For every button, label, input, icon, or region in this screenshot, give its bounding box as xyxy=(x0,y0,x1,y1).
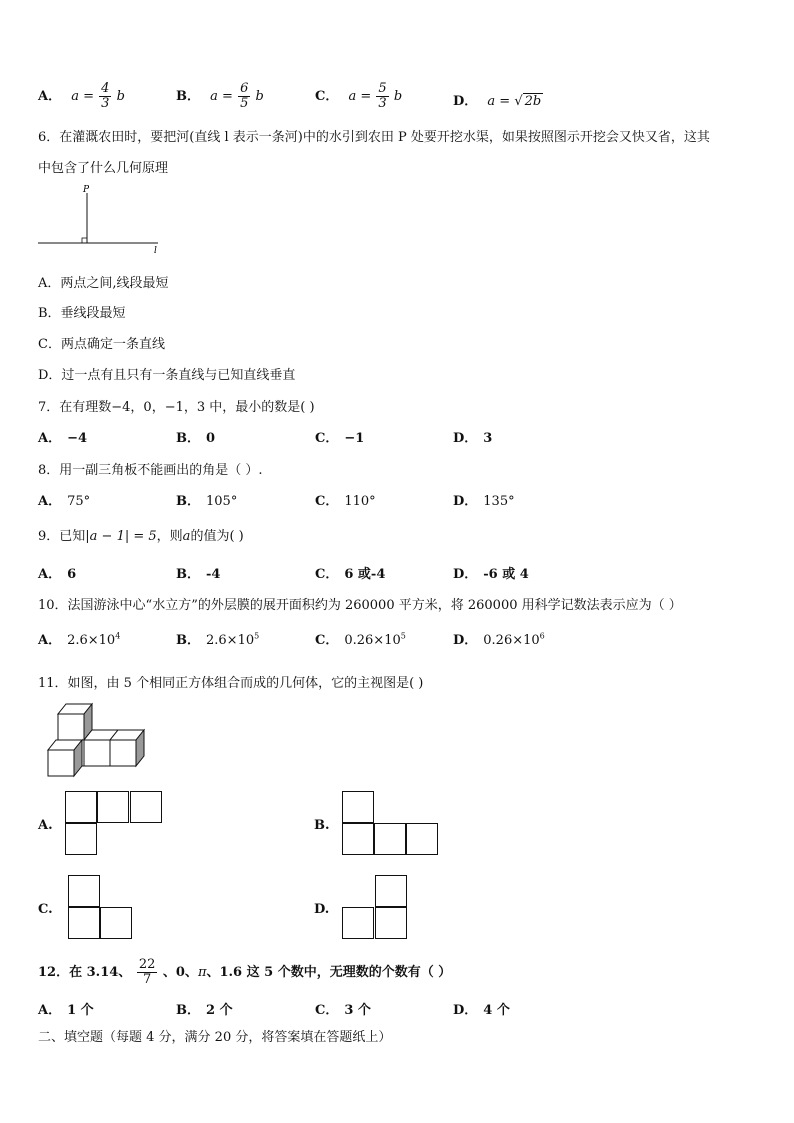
grid-square xyxy=(97,791,129,823)
option-label: A． xyxy=(38,89,62,104)
q10-option-a: A． $2.6\times 10^4$ xyxy=(38,631,121,648)
fraction-22-7: $\frac{22}{7}$ xyxy=(138,957,156,987)
q12-option-d: D． 4 个 xyxy=(453,1003,510,1018)
q12-stem: 12．在 3.14、 $\frac{22}{7}$ 、0、π、1.6 这 5 个数中，无理数的个数有（ ） xyxy=(38,957,452,987)
grid-square xyxy=(130,791,162,823)
expr-lhs: a = xyxy=(487,94,511,109)
q8-option-a: A． 75° xyxy=(38,494,91,509)
q6-figure xyxy=(36,184,166,254)
grid-square xyxy=(100,907,132,939)
q7-stem: 7．在有理数−4，0，−1，3 中，最小的数是( ) xyxy=(38,400,315,415)
q11-stem: 11．如图，由 5 个相同正方体组合而成的几何体，它的主视图是( ) xyxy=(38,676,424,691)
q7-option-d: D． 3 xyxy=(453,431,493,446)
q11-3d-cubes-figure xyxy=(44,702,154,780)
q5-option-b xyxy=(176,82,264,111)
grid-square xyxy=(65,791,97,823)
grid-square xyxy=(342,791,374,823)
expr-var: b xyxy=(255,89,264,104)
q11-option-b-label: B. xyxy=(314,818,330,833)
section-2-heading: 二、填空题（每题 4 分，满分 20 分，将答案填在答题纸上） xyxy=(38,1030,392,1045)
expr-lhs: a = xyxy=(348,89,372,104)
q9-option-a: A． 6 xyxy=(38,567,77,582)
q11-option-c-label: C. xyxy=(38,902,53,917)
grid-square xyxy=(68,875,100,907)
q9-stem: 9．已知|a − 1| = 5，则a的值为( ) xyxy=(38,529,244,544)
q12-option-a: A． 1 个 xyxy=(38,1003,94,1018)
grid-square xyxy=(65,823,97,855)
fraction: $\frac{6}{5}$ xyxy=(240,81,249,111)
q8-option-d: D． 135° xyxy=(453,494,515,509)
q8-option-c: C． 110° xyxy=(315,494,376,509)
option-label: D． xyxy=(453,94,478,109)
expr-lhs: a = xyxy=(210,89,233,104)
q11-option-d-label: D. xyxy=(314,902,330,917)
grid-square xyxy=(375,875,407,907)
line-l-label: l xyxy=(154,246,157,254)
expr-var: b xyxy=(393,89,403,104)
grid-square xyxy=(68,907,100,939)
grid-square xyxy=(406,823,438,855)
q10-stem: 10．法国游泳中心“水立方”的外层膜的展开面积约为 260000 平方米，将 260000 用科学记数法表示应为（ ） xyxy=(38,598,682,613)
q10-option-d: D． $0.26\times 10^6$ xyxy=(453,631,545,648)
q6-stem-line2: 中包含了什么几何原理 xyxy=(38,161,169,176)
sqrt-symbol: √ xyxy=(514,94,523,109)
fraction: $\frac{4}{3}$ xyxy=(101,81,110,111)
option-label: C． xyxy=(315,89,339,104)
sqrt-radicand: 2b xyxy=(524,94,542,109)
expr-lhs: a = xyxy=(71,89,95,104)
right-angle-mark xyxy=(82,238,87,243)
q8-option-b: B． 105° xyxy=(176,494,238,509)
abs-expression: |a − 1| = 5 xyxy=(85,529,157,544)
q7-option-c: C． −1 xyxy=(315,431,365,446)
q9-option-b: B． -4 xyxy=(176,567,221,582)
fraction: $\frac{5}{3}$ xyxy=(378,81,387,111)
pi-symbol: π xyxy=(197,965,207,980)
q9-option-d: D． -6 或 4 xyxy=(453,567,529,582)
q6-option-a: A．两点之间,线段最短 xyxy=(38,276,169,291)
grid-square xyxy=(342,823,374,855)
q5-option-d xyxy=(453,90,543,109)
q6-option-c: C．两点确定一条直线 xyxy=(38,337,165,352)
q7-option-a: A． −4 xyxy=(38,431,88,446)
point-p-label: P xyxy=(83,185,90,195)
q6-option-d: D．过一点有且只有一条直线与已知直线垂直 xyxy=(38,368,296,383)
q7-option-b: B． 0 xyxy=(176,431,216,446)
q12-option-b: B． 2 个 xyxy=(176,1003,233,1018)
grid-square xyxy=(374,823,406,855)
q11-option-a-label: A. xyxy=(38,818,53,833)
q10-option-c: C． $0.26\times 10^5$ xyxy=(315,631,406,648)
q5-option-c xyxy=(315,82,402,111)
option-label: B． xyxy=(176,89,200,104)
q6-option-b: B．垂线段最短 xyxy=(38,306,126,321)
q9-option-c: C． 6 或-4 xyxy=(315,567,386,582)
q5-option-a xyxy=(38,82,125,111)
q6-stem-line1: 6．在灌溉农田时，要把河(直线 l 表示一条河)中的水引到农田 P 处要开挖水渠，如果按照图示开挖会又快又省，这其 xyxy=(38,130,710,145)
grid-square xyxy=(342,907,374,939)
grid-square xyxy=(375,907,407,939)
expr-var: b xyxy=(116,89,125,104)
q12-option-c: C． 3 个 xyxy=(315,1003,371,1018)
q8-stem: 8．用一副三角板不能画出的角是（ ）. xyxy=(38,463,263,478)
q10-option-b: B． $2.6\times 10^5$ xyxy=(176,631,260,648)
